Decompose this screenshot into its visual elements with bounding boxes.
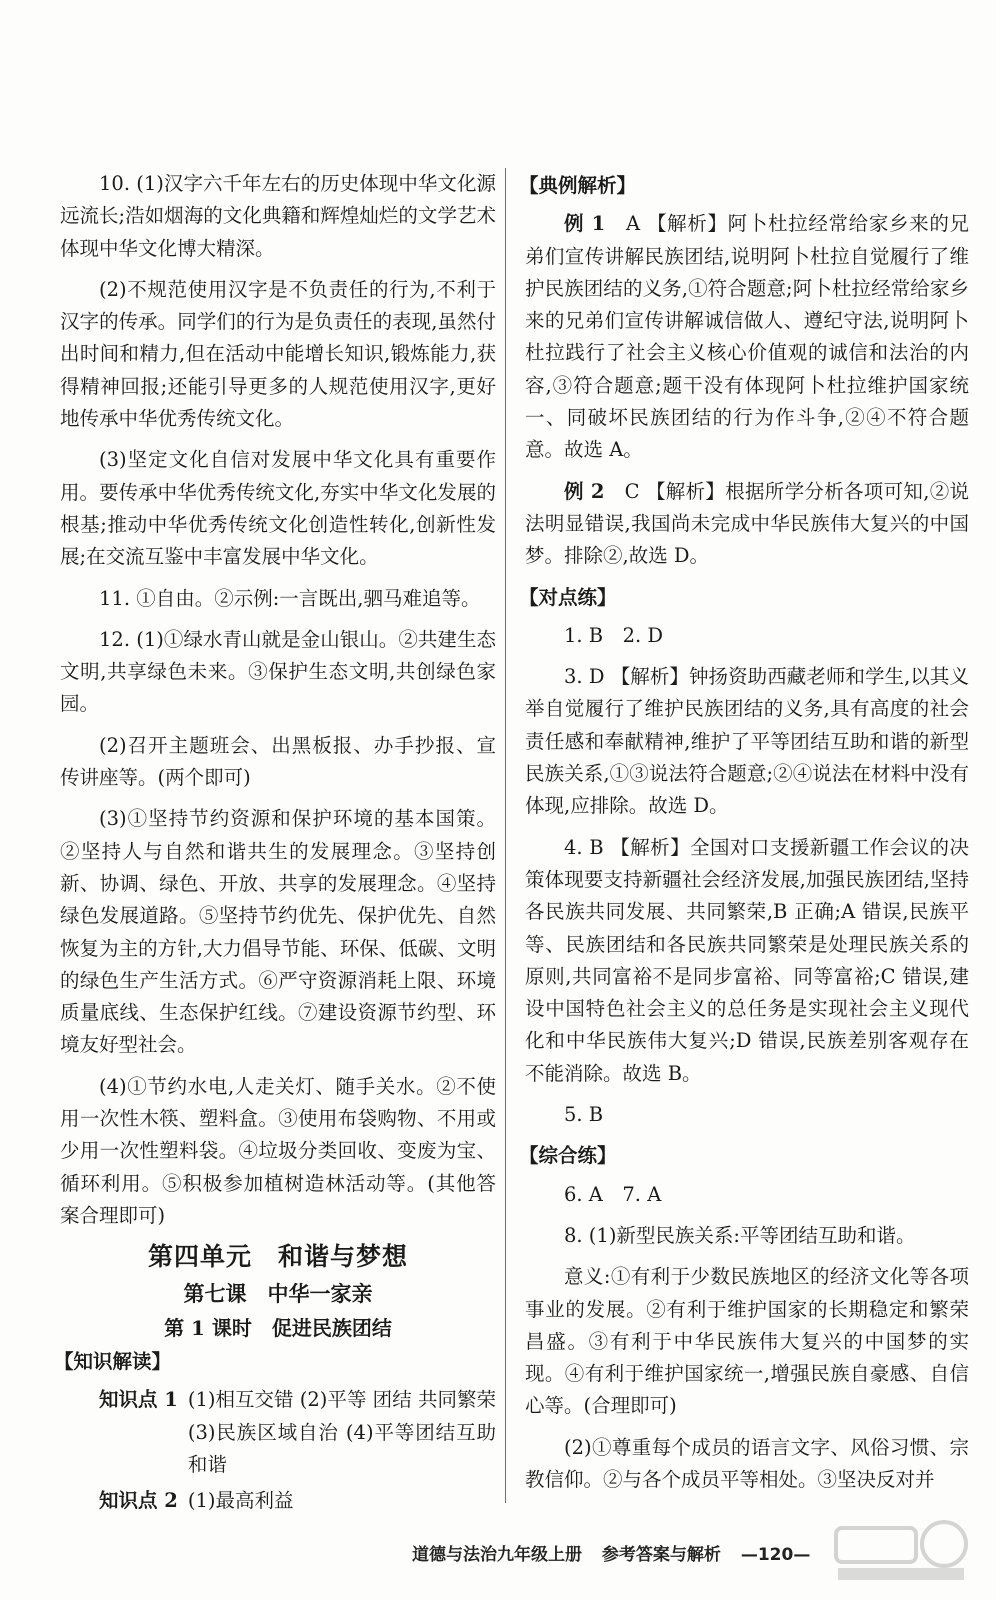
kp2-label: 知识点 2: [99, 1489, 178, 1513]
comprehensive-8-meaning: 意义:①有利于少数民族地区的经济文化等各项事业的发展。②有利于维护国家的长期稳定和繁荣昌盛。③有利于中华民族伟大复兴的中国梦的实现。④有利于维护国家统一,增强民族自豪感、自信心等。(合理即可): [525, 1265, 969, 1418]
practice-header: 【对点练】: [519, 585, 617, 609]
practice-4: 4. B 【解析】全国对口支援新疆工作会议的决策体现要支持新疆社会经济发展,加强民族团结,坚持各民族共同发展、共同繁荣,B 正确;A 错误,民族平等、民族团结和各民族共同繁荣是处理民族关系的原则,共同富裕不是同步富裕、同等富裕;C 错误,建设中国特色社会主义的总任务是实现社会主义现代化和中华民族伟大复兴;D 错误,民族差别客观存在不能消除。故选 B。: [525, 835, 969, 1085]
q10-part2: (2)不规范使用汉字是不负责任的行为,不利于汉字的传承。同学们的行为是负责任的表现,虽然付出时间和精力,但在活动中能增长知识,锻炼能力,获得精神回报;还能引导更多的人规范使用汉字,更好地传承中华优秀传统文化。: [60, 277, 496, 431]
example-2-label: 例 2: [564, 479, 605, 503]
practice-3: 3. D 【解析】钟扬资助西藏老师和学生,以其义举自觉履行了维护民族团结的义务,具有高度的社会责任感和奉献精神,维护了平等团结互助和谐的新型民族关系,①③说法符合题意;②④说法在材料中没有体现,应排除。故选 D。: [525, 665, 969, 818]
q12-part3: (3)①坚持节约资源和保护环境的基本国策。②坚持人与自然和谐共生的发展理念。③坚持创新、协调、绿色、开放、共享的发展理念。④坚持绿色发展道路。⑤坚持节约优先、保护优先、自然恢复为主的方针,大力倡导节能、环保、低碳、文明的绿色生产生活方式。⑥严守资源消耗上限、环境质量底线、生态保护红线。⑦建设资源节约型、环境友好型社会。: [60, 807, 496, 1057]
practice-1-2: 1. B 2. D: [564, 623, 664, 647]
kp1-text: (1)相互交错 (2)平等 团结 共同繁荣 (3)民族区域自治 (4)平等团结互助和谐: [187, 1388, 496, 1476]
example-2: [525, 476, 969, 573]
q10-part1: 10. (1)汉字六千年左右的历史体现中华文化源远流长;浩如烟海的文化典籍和辉煌灿烂的文学艺术体现中华文化博大精深。: [60, 172, 496, 260]
examples-header: 【典例解析】: [519, 174, 637, 197]
kp1-label: 知识点 1: [99, 1388, 178, 1412]
comprehensive-6-7: 6. A 7. A: [564, 1182, 662, 1206]
q12-part4: (4)①节约水电,人走关灯、随手关水。②不使用一次性木筷、塑料盒。③使用布袋购物、不用或少用一次性塑料袋。④垃圾分类回收、变废为宝、循环利用。⑤积极参加植树造林活动等。(其他答案合理即可): [60, 1074, 496, 1227]
right-column: [519, 168, 970, 1505]
lesson-title: 第七课 中华一家亲: [183, 1280, 373, 1306]
column-divider: [505, 168, 506, 1503]
footer-page-number: —120—: [740, 1545, 811, 1565]
footer-section: 参考答案与解析: [601, 1545, 721, 1565]
watermark-logo: [826, 1516, 976, 1586]
comprehensive-8-part2: (2)①尊重每个成员的语言文字、风俗习惯、宗教信仰。②与各个成员平等相处。③坚决反对并: [525, 1435, 969, 1491]
q12-part1: 12. (1)①绿水青山就是金山银山。②共建生态文明,共享绿色未来。③保护生态文明,共创绿色家园。: [60, 627, 496, 716]
unit-title: 第四单元 和谐与梦想: [147, 1242, 408, 1272]
comprehensive-header: 【综合练】: [519, 1144, 617, 1168]
kp2-text: (1)最高利益: [187, 1489, 294, 1513]
q11-answer: 11. ①自由。②示例:一言既出,驷马难追等。: [99, 586, 481, 610]
knowledge-header: 【知识解读】: [54, 1350, 172, 1374]
example-2-text: C 【解析】根据所学分析各项可知,②说法明显错误,我国尚未完成中华民族伟大复兴的中国梦。排除②,故选 D。: [525, 479, 969, 568]
example-1: [525, 208, 969, 466]
left-column: [54, 168, 496, 1522]
example-1-label: 例 1: [564, 212, 606, 236]
period-title: 第 1 课时 促进民族团结: [164, 1315, 392, 1340]
knowledge-point-1: [60, 1384, 496, 1481]
example-1-text: A 【解析】阿卜杜拉经常给家乡来的兄弟们宣传讲解民族团结,说明阿卜杜拉自觉履行了维护民族团结的义务,①符合题意;阿卜杜拉经常给家乡来的兄弟们宣传讲解诚信做人、遵纪守法,说明阿卜杜拉践行了社会主义核心价值观的诚信和法治的内容,③符合题意;题干没有体现阿卜杜拉维护国家统一、同破坏民族团结的行为作斗争,②④不符合题意。故选 A。: [525, 212, 970, 462]
q10-part3: (3)坚定文化自信对发展中华文化具有重要作用。要传承中华优秀传统文化,夯实中华文化发展的根基;推动中华优秀传统文化创造性转化,创新性发展;在交流互鉴中丰富发展中华文化。: [60, 448, 496, 569]
comprehensive-8-part1: 8. (1)新型民族关系:平等团结互助和谐。: [564, 1223, 916, 1247]
knowledge-point-2: [60, 1485, 496, 1517]
q12-part2: (2)召开主题班会、出黑板报、办手抄报、宣传讲座等。(两个即可): [60, 733, 496, 790]
practice-5: 5. B: [564, 1103, 604, 1127]
footer-subject: 道德与法治九年级上册: [412, 1545, 582, 1565]
